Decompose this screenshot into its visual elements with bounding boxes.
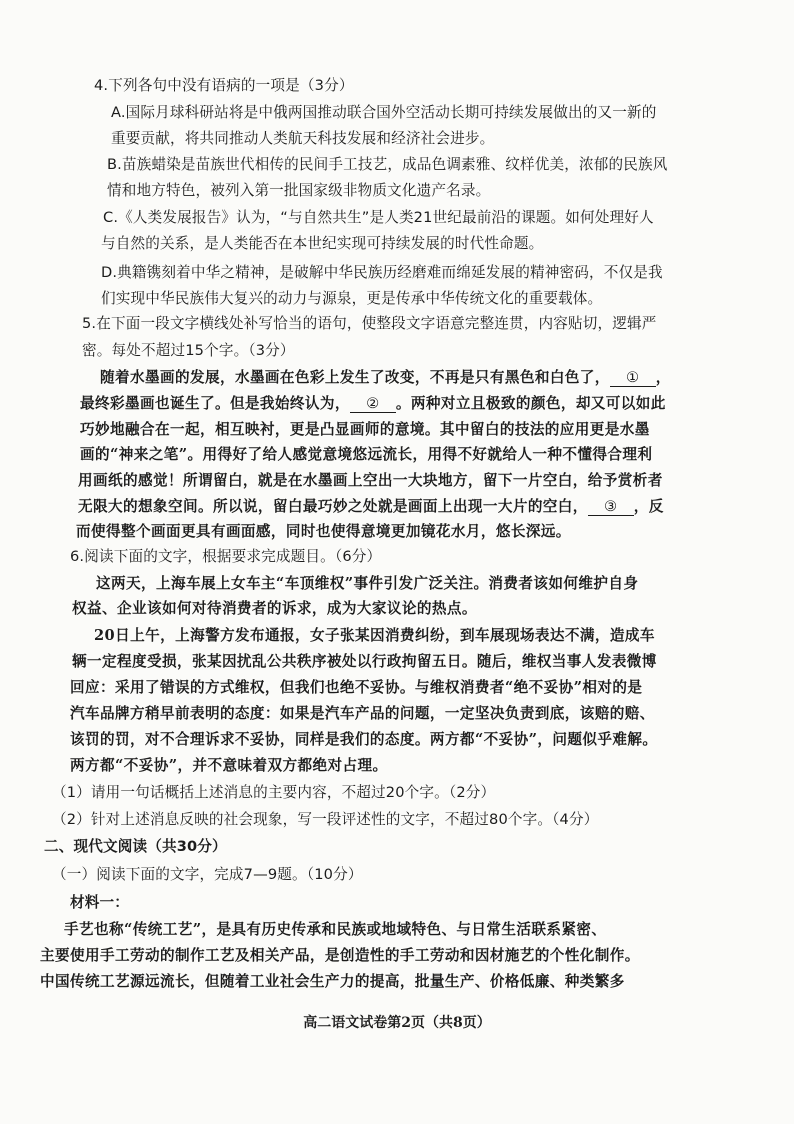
q6-subquestion-1: （1）请用一句话概括上述消息的主要内容，不超过20个字。（2分） [52,784,496,801]
q4-option-c-line1: C.《人类发展报告》认为，“与自然共生”是人类21世纪最前沿的课题。如何处理好人 [103,209,654,226]
q5-passage-line7: 而使得整个画面更具有画面感，同时也使得意境更加镜花水月，悠长深远。 [76,523,571,540]
q6-passage-line8: 两方都“不妥协”，并不意味着双方都绝对占理。 [70,757,388,774]
q5-passage-line2: 最终彩墨画也诞生了。但是我始终认为， ② 。两种对立且极致的颜色，却又可以如此 [80,395,666,412]
fill-in-blank-1: ① [610,370,656,387]
q6-passage-line4: 辆一定程度受损，张某因扰乱公共秩序被处以行政拘留五日。随后，维权当事人发表微博 [72,653,657,670]
q6-passage-line6: 汽车品牌方稍早前表明的态度：如果是汽车产品的问题，一定坚决负责到底，该赔的赔、 [70,705,655,722]
fill-in-blank-3: ③ [588,499,634,516]
q4-option-d-line1: D.典籍镌刻着中华之精神，是破解中华民族历经磨难而绵延发展的精神密码，不仅是我 [101,264,663,281]
q6-passage-line2: 权益、企业该如何对待消费者的诉求，成为大家议论的热点。 [72,600,477,617]
q5-passage-text: 随着水墨画的发展，水墨画在色彩上发生了改变，不再是只有黑色和白色了， [100,369,610,386]
q6-passage-line5: 回应：采用了错误的方式维权，但我们也绝不妥协。与维权消费者“绝不妥协”相对的是 [70,679,643,696]
q6-passage-line3: 20日上午，上海警方发布通报，女子张某因消费纠纷，到车展现场表达不满，造成车 [94,627,655,644]
section-heading: 二、现代文阅读（共30分） [44,838,227,855]
q6-subquestion-2: （2）针对上述消息反映的社会现象，写一段评述性的文字，不超过80个字。（4分） [52,811,599,828]
material1-line3: 中国传统工艺源远流长，但随着工业社会生产力的提高，批量生产、价格低廉、种类繁多 [40,973,625,990]
q4-stem: 4.下列各句中没有语病的一项是（3分） [94,77,354,94]
q5-stem-line1: 5.在下面一段文字横线处补写恰当的语句，使整段文字语意完整连贯，内容贴切，逻辑严 [82,315,657,332]
material1-line1: 手艺也称“传统工艺”，是具有历史传承和民族或地域特色、与日常生活联系紧密、 [64,921,607,938]
part1-heading: （一）阅读下面的文字，完成7—9题。（10分） [52,866,363,883]
material1-line2: 主要使用手工劳动的制作工艺及相关产品，是创造性的手工劳动和因材施艺的个性化制作。 [40,947,640,964]
page-footer: 高二语文试卷第2页（共8页） [303,1015,491,1031]
q4-option-a-line1: A.国际月球科研站将是中俄两国推动联合国外空活动长期可持续发展做出的又一新的 [111,104,657,121]
q4-option-b-line1: B.苗族蜡染是苗族世代相传的民间手工技艺，成品色调素雅、纹样优美，浓郁的民族风 [107,156,668,173]
q4-option-b-line2: 情和地方特色，被列入第一批国家级非物质文化遗产名录。 [107,182,491,199]
q5-passage-line4: 画的“神来之笔”。用得好了给人感觉意境悠远流长，用得不好就给人一种不懂得合理利 [80,446,653,463]
q5-stem-line2: 密。每处不超过15个字。（3分） [82,342,295,359]
q4-option-a-line2: 重要贡献，将共同推动人类航天科技发展和经济社会进步。 [111,130,495,147]
q6-stem: 6.阅读下面的文字，根据要求完成题目。（6分） [70,548,382,565]
material1-label: 材料一： [70,894,129,911]
q6-passage-line7: 该罚的罚，对不合理诉求不妥协，同样是我们的态度。两方都“不妥协”，问题似乎难解。 [70,731,658,748]
q5-passage-line1: 随着水墨画的发展，水墨画在色彩上发生了改变，不再是只有黑色和白色了， ① ， [100,369,671,386]
q5-passage-line5: 用画纸的感觉！所谓留白，就是在水墨画上空出一大块地方，留下一片空白，给予赏析者 [78,472,663,489]
fill-in-blank-2: ② [350,396,396,413]
q6-passage-line1: 这两天，上海车展上女车主“车顶维权”事件引发广泛关注。消费者该如何维护自身 [96,575,639,592]
q5-passage-line3: 巧妙地融合在一起，相互映衬，更是凸显画师的意境。其中留白的技法的应用更是水墨 [80,421,650,438]
q4-option-c-line2: 与自然的关系，是人类能否在本世纪实现可持续发展的时代性命题。 [101,235,544,252]
q5-passage-line6: 无限大的想象空间。所以说，留白最巧妙之处就是画面上出现一大片的空白， ③ ，反 [78,498,664,515]
q4-option-d-line2: 们实现中华民族伟大复兴的动力与源泉，更是传承中华传统文化的重要载体。 [101,290,603,307]
